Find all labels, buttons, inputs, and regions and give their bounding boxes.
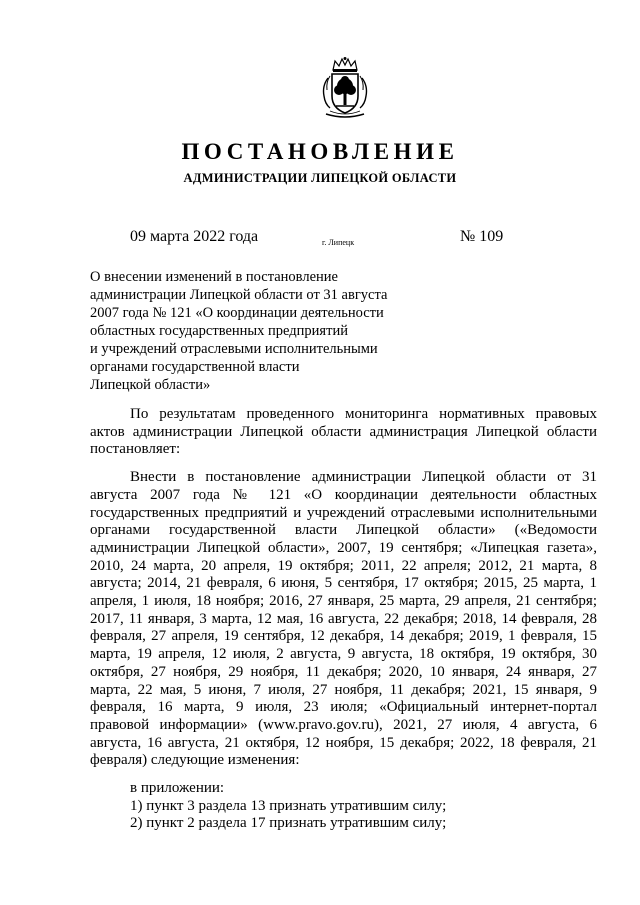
document-subject	[90, 268, 410, 394]
document-date: 09 марта 2022 года	[130, 228, 259, 245]
subject-line: областных государственных предприятий	[90, 323, 348, 339]
subject-line: Липецкой области»	[90, 377, 211, 393]
subject-line: О внесении изменений в постановление	[90, 269, 338, 285]
document-place: г. Липецк	[322, 238, 355, 247]
document-body	[90, 406, 597, 833]
subject-line: 2007 года № 121 «О координации деятельности	[90, 305, 384, 321]
subject-line: администрации Липецкой области от 31 августа	[90, 287, 388, 303]
main-paragraph: Внести в постановление администрации Липецкой области от 31 августа 2007 года № 121 «О координации деятельности областных государственных предприятий и учреждений отраслевыми исполнительными органами государственной власти Липецкой области» («Ведомости администрации Липецкой области», 2007, 19 сентября; «Липецкая газета», 2010, 24 марта, 20 апреля, 19 октября; 2011, 22 апреля; 2012, 21 марта, 8 августа; 2014, 21 февраля, 6 июня, 5 сентября, 17 октября; 2015, 25 марта, 1 апреля, 1 июля, 18 ноября; 2016, 27 января, 25 марта, 29 апреля, 21 сентября; 2017, 11 января, 3 марта, 12 мая, 16 августа, 22 декабря; 2018, 14 февраля, 28 февраля, 27 апреля, 19 сентября, 12 декабря, 14 декабря; 2019, 1 февраля, 15 марта, 19 апреля, 12 июля, 2 августа, 9 августа, 18 октября, 19 октября, 30 октября, 27 ноября, 29 ноября, 11 декабря; 2020, 10 января, 24 января, 27 марта, 22 мая, 5 июня, 7 июля, 27 ноября, 11 декабря; 2021, 15 января, 9 февраля, 16 марта, 9 июля, 23 июля; «Официальный интернет-портал правовой информации» (www.pravo.gov.ru), 2021, 27 июля, 4 августа, 6 августа, 16 августа, 21 октября, 12 ноября, 15 декабря; 2022, 18 февраля, 21 февраля) следующие изменения:	[90, 469, 597, 769]
document-number: № 109	[460, 228, 504, 245]
subject-line: и учреждений отраслевыми исполнительными	[90, 341, 378, 357]
document-title: ПОСТАНОВЛЕНИЕ	[181, 139, 459, 164]
issuing-authority: АДМИНИСТРАЦИИ ЛИПЕЦКОЙ ОБЛАСТИ	[183, 171, 457, 185]
preamble-paragraph: По результатам проведенного мониторинга нормативных правовых актов администрации Липецкой области администрация Липецкой области постановляет:	[90, 406, 597, 458]
coat-of-arms-emblem	[318, 56, 372, 120]
subject-line: органами государственной власти	[90, 359, 300, 375]
amendments-list	[90, 780, 597, 833]
list-item: 1) пункт 3 раздела 13 признать утратившим силу;	[130, 797, 447, 814]
list-item: 2) пункт 2 раздела 17 признать утратившим силу;	[130, 815, 447, 832]
list-item: в приложении:	[130, 780, 225, 797]
